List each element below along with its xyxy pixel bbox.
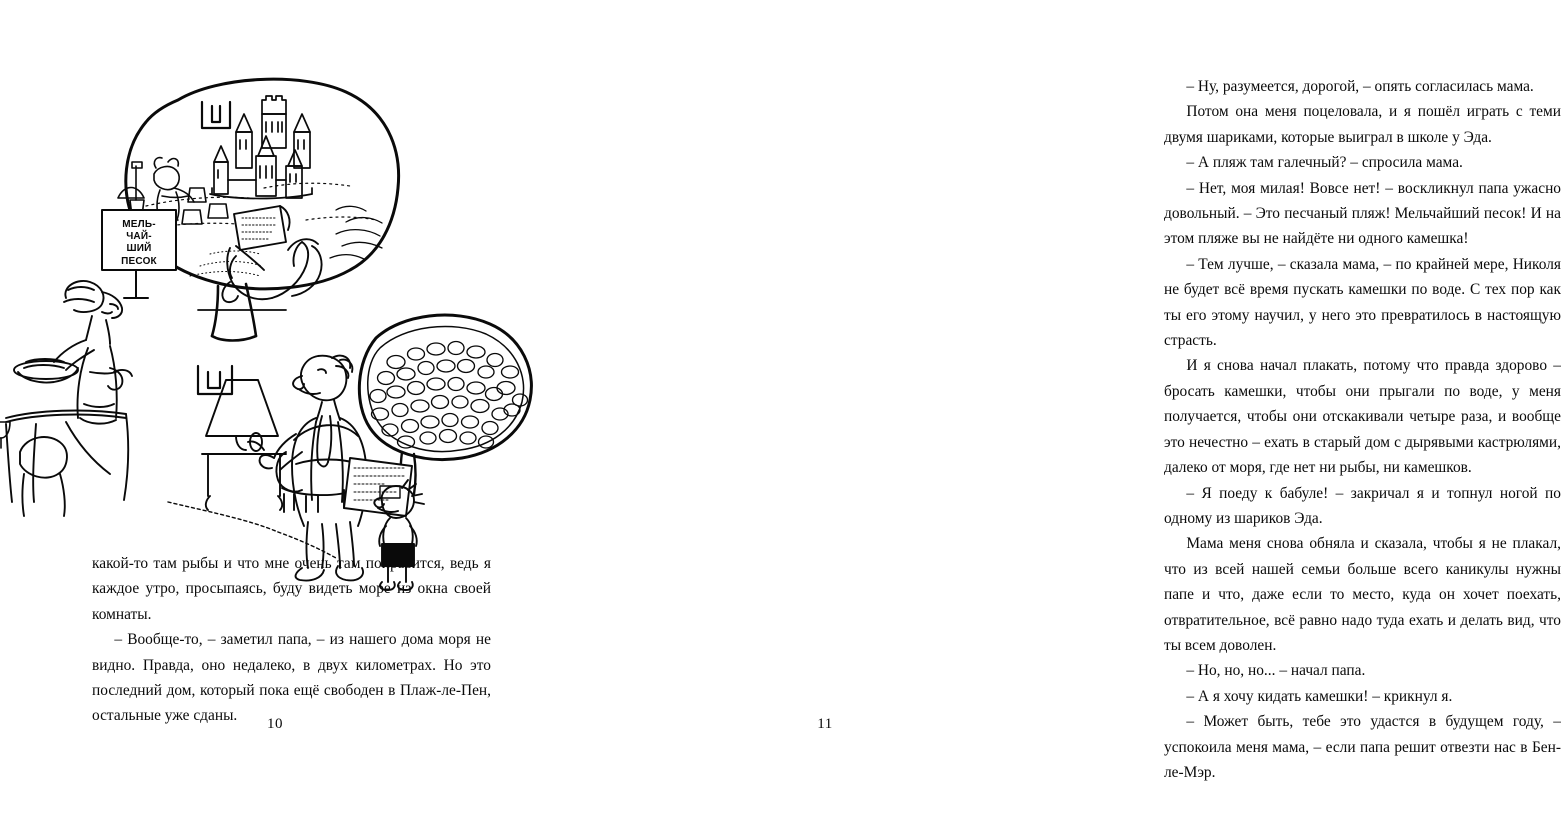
side-table-lamp — [202, 380, 286, 510]
sand-specks — [190, 251, 262, 276]
paragraph: – А пляж там галечный? – спросила мама. — [1186, 154, 1463, 172]
right-page-text — [1164, 74, 1561, 785]
paragraph: – Может быть, тебе это удастся в будущем году, – успокоила меня мама, – если папа решит отвезти нас в Бен-ле-Мэр. — [1164, 713, 1561, 781]
wall-frame — [202, 102, 230, 128]
paragraph: – Нет, моя милая! Вовсе нет! – воскликнул папа ужасно довольный. – Это песчаный пляж! Мельчайший песок! И на этом пляже вы не найдёте ни одного камешка! — [1164, 179, 1561, 248]
paragraph: – Тем лучше, – сказала мама, – по крайней мере, Николя не будет всё время пускать камешки по воде. С тех пор как ты его этому научил, у него это превратилось в настоящую страсть. — [1164, 255, 1561, 350]
left-page-text — [92, 551, 491, 729]
sandcastle — [210, 96, 312, 199]
dining-table — [6, 411, 128, 516]
woman-with-tray — [14, 281, 132, 424]
illustration — [50, 70, 548, 530]
paragraph: – Но, но, но... – начал папа. — [1186, 662, 1366, 680]
pebble-fill — [368, 326, 528, 451]
paragraph: И я снова начал плакать, потому что правда здорово – бросать камешки, чтобы они прыгали по воде, у меня получается, чтобы они отскакивали четыре раза, и вообще это нечестно – ехать в старый дом с дырявыми кастрюлями, далеко от моря, где нет ни рыбы, ни камешков. — [1164, 357, 1561, 477]
paragraph: Мама меня снова обняла и сказала, чтобы я не плакал, что из всей нашей семьи больше всего каникулы нужны папе и что, даже если то место, куда он хочет поехать, отвратительное, всё равно надо туда ехать и делать вид, что ты всем доволен. — [1164, 535, 1561, 654]
sign-line-4: ПЕСОК — [121, 256, 157, 267]
paragraph: Потом она меня поцеловала, и я пошёл играть с теми двумя шариками, которые выиграл в школе у Эда. — [1164, 103, 1561, 146]
paragraph: – Ну, разумеется, дорогой, – опять согласилась мама. — [1186, 78, 1534, 95]
paragraph: – А я хочу кидать камешки! – крикнул я. — [1186, 687, 1453, 705]
sign-line-1: МЕЛЬ- — [122, 219, 156, 230]
sign-line-3: ШИЙ — [126, 243, 152, 254]
lamp-cord — [168, 502, 336, 558]
paragraph: – Я поеду к бабуле! – закричал я и топнул ногой по одному из шариков Эда. — [1164, 484, 1561, 527]
sign-line-2: ЧАЙ- — [126, 231, 152, 242]
page-number-left: 10 — [267, 716, 283, 732]
paragraph: какой-то там рыбы и что мне очень там понравится, ведь я каждое утро, просыпаясь, буду видеть море из окна своей комнаты. — [92, 555, 491, 623]
left-page — [0, 0, 550, 825]
page-number-right: 11 — [817, 716, 833, 732]
boy-thought-bubble — [359, 315, 531, 459]
right-page — [550, 0, 1561, 825]
thought-bubble-tail — [212, 284, 256, 341]
wine-glass — [0, 422, 10, 448]
paragraph: – Вообще-то, – заметил папа, – из нашего дома моря не видно. Правда, оно недалеко, в двух километрах. Но это последний дом, который пока ещё свободен в Плаж-ле-Пен, остальные уже сданы. — [92, 631, 491, 725]
